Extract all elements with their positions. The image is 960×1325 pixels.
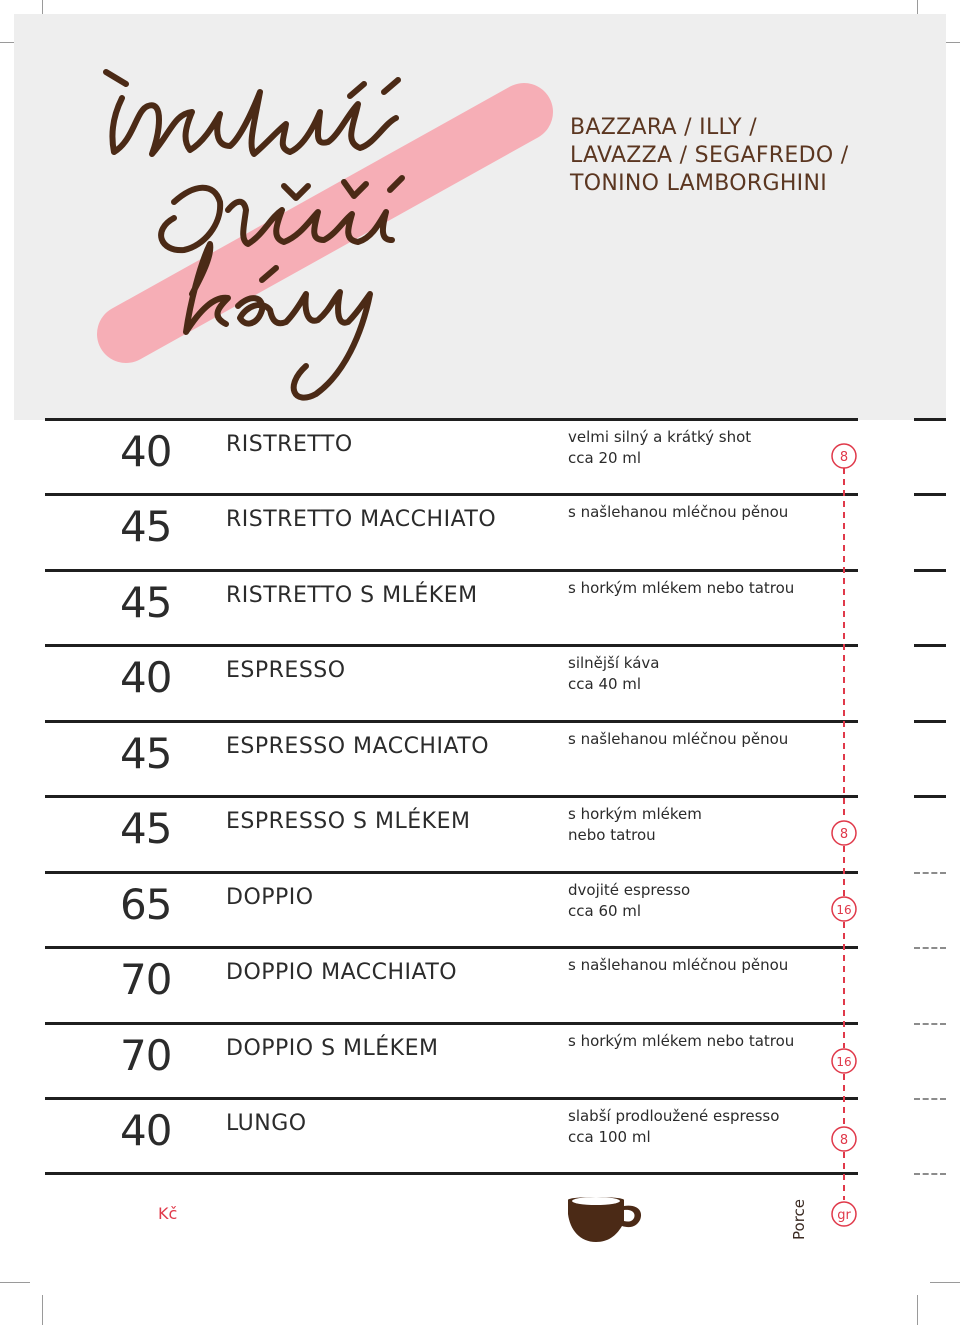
item-name: RISTRETTO S MLÉKEM [226,583,478,608]
description-line: slabší prodloužené espresso [568,1107,780,1125]
description-line: cca 20 ml [568,449,642,467]
portion-badge [832,1049,856,1073]
brand-line: BAZZARA / ILLY / [570,115,757,140]
unit-badge [832,1202,856,1226]
description-line: s horkým mlékem nebo tatrou [568,1032,795,1050]
item-price: 70 [120,1031,172,1080]
description-line: cca 40 ml [568,675,642,693]
coffee-cup-icon [566,1192,646,1244]
description-line: silnější káva [568,654,660,672]
description-line: s horkým mlékem nebo tatrou [568,579,795,597]
item-name: ESPRESSO [226,658,346,683]
description-line: s horkým mlékem [568,805,702,823]
brand-line: LAVAZZA / SEGAFREDO / [570,143,849,168]
item-price: 70 [120,955,172,1004]
description-line: cca 100 ml [568,1128,651,1146]
item-price: 45 [120,804,172,853]
svg-text:8: 8 [839,1133,849,1148]
item-price: 40 [120,653,172,702]
description-line: s našlehanou mléčnou pěnou [568,503,789,521]
item-name: LUNGO [226,1111,307,1136]
item-name: DOPPIO MACCHIATO [226,960,458,985]
description-line: s našlehanou mléčnou pěnou [568,730,789,748]
svg-text:gr: gr [837,1208,851,1223]
portion-badge [832,821,856,845]
brand-line: TONINO LAMBORGHINI [570,171,827,196]
description-line: nebo tatrou [568,826,656,844]
svg-text:8: 8 [839,450,849,465]
svg-text:8: 8 [839,827,849,842]
portion-badge [832,1127,856,1151]
portion-badge [832,444,856,468]
svg-text:16: 16 [836,1055,852,1069]
currency-label: Kč [158,1204,178,1223]
item-price: 45 [120,729,172,778]
portion-label: Porce [790,1198,808,1240]
item-price: 40 [120,1106,172,1155]
item-price: 40 [120,427,172,476]
description-line: velmi silný a krátký shot [568,428,752,446]
item-name: DOPPIO S MLÉKEM [226,1036,439,1061]
item-price: 45 [120,578,172,627]
svg-text:16: 16 [836,903,852,917]
item-name: ESPRESSO MACCHIATO [226,734,490,759]
description-line: dvojité espresso [568,881,691,899]
item-name: ESPRESSO S MLÉKEM [226,809,471,834]
portion-badge [832,897,856,921]
item-name: RISTRETTO [226,432,353,457]
description-line: s našlehanou mléčnou pěnou [568,956,789,974]
description-line: cca 60 ml [568,902,642,920]
item-name: DOPPIO [226,885,314,910]
item-price: 45 [120,502,172,551]
item-name: RISTRETTO MACCHIATO [226,507,497,532]
item-price: 65 [120,880,172,929]
